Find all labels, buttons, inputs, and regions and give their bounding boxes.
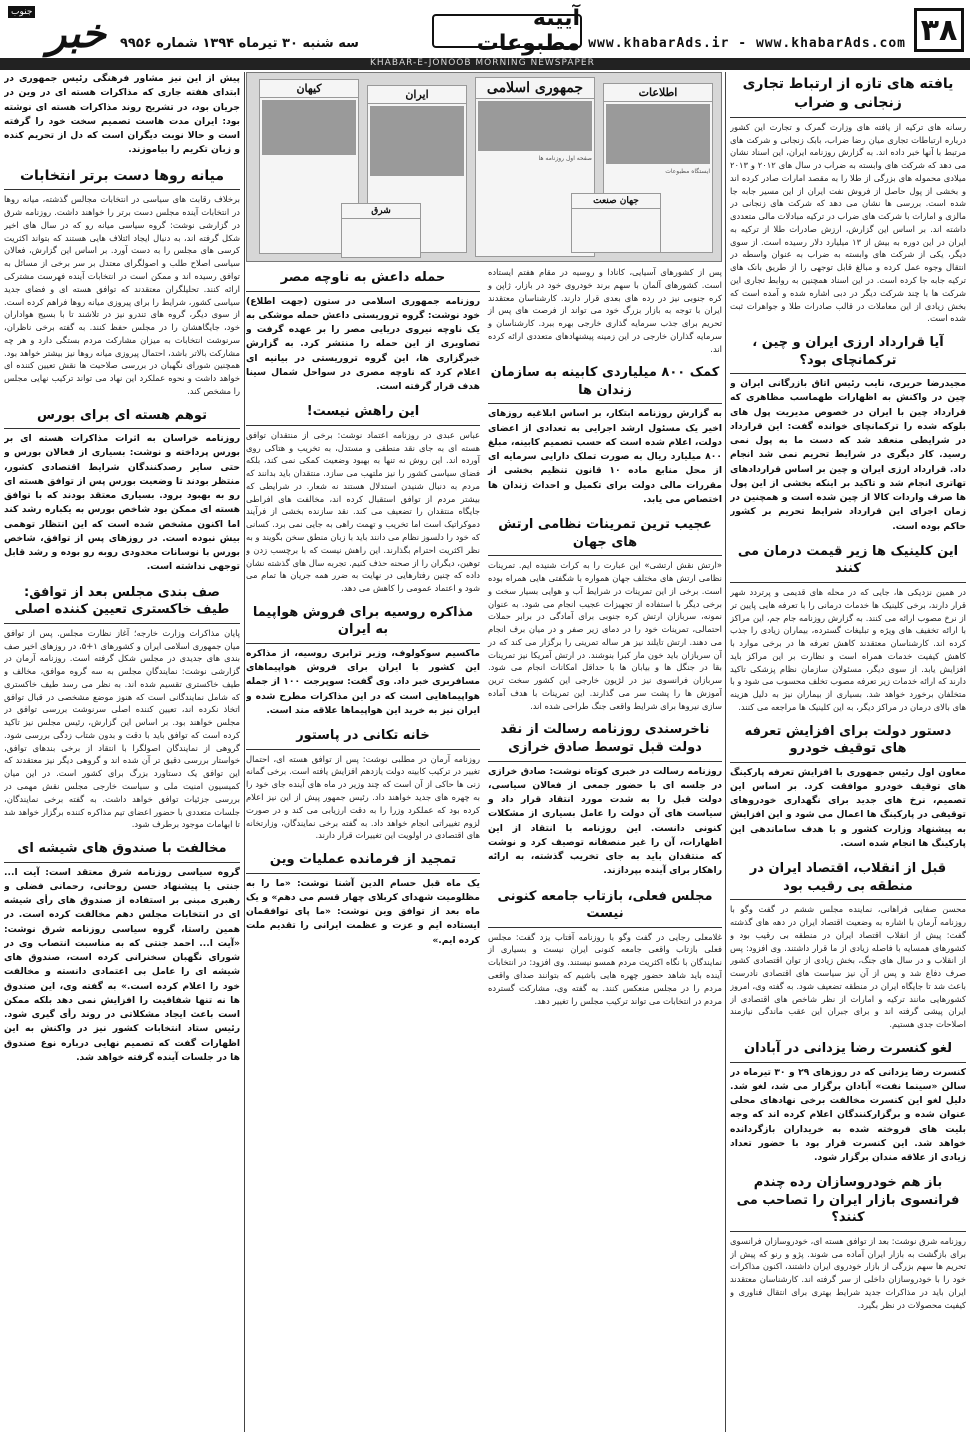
article-headline: خانه تکانی در پاستور: [246, 724, 480, 750]
article-headline: مذاکره روسیه برای فروش هواپیما به ایران: [246, 601, 480, 644]
article: [4, 837, 240, 1065]
article-headline: آیا قرارداد ارزی ایران و چین ، ترکمانچای بود؟: [730, 331, 966, 374]
article: [730, 1037, 966, 1165]
middle-column: [246, 72, 722, 1432]
right-column: [730, 72, 966, 1432]
article: [4, 72, 240, 158]
article: [488, 266, 722, 355]
article-body: محسن صفایی فراهانی، نماینده مجلس ششم در گفت وگو با روزنامه آرمان با اشاره به وضعیت اقتصاد ایران در دهه های گذشته گفت: پیش از انقلاب اقتصاد ایران در منطقه بی رقیب بود و کشورهای همسایه با فاصله زیادی از ما قرار داشتند. وی افزود: پس از انقلاب و در سال های جنگ، بخش زیادی از توان اقتصادی کشور صرف دفاع شد و پس از آن نیز سیاست های اقتصادی نادرست باعث شد تا جایگاه ایران در منطقه تضعیف شود. به گفته وی، امروز کشورهایی مانند ترکیه و امارات از نظر شاخص های اقتصادی از ایران پیشی گرفته اند و برای جبران این عقب ماندگی نیازمند اصلاحات جدی هستیم.: [730, 904, 966, 1030]
article: [730, 1171, 966, 1311]
middle-left-subcolumn: [246, 266, 480, 1013]
article-lead: روزنامه رسالت در خبری کوتاه نوشت: صادق خرازی در جلسه ای با حضور جمعی از فعالان سیاسی، دولت قبل را به شدت مورد انتقاد قرار داد و سیاست های آن دولت را عامل بسیاری از مشکلات کنونی دانست. این روزنامه با انتقاد از این اظهارات، آن را غیر منصفانه توصیف کرد و نوشت که منتقدان باید به جای تخریب گذشته، به ارائه راهکار برای آینده بپردازند.: [488, 765, 722, 877]
article-headline: میانه روها دست برتر انتخابات: [4, 164, 240, 191]
header-band: [0, 58, 970, 70]
article-headline: لغو کنسرت رضا یزدانی در آبادان: [730, 1037, 966, 1063]
article: [246, 266, 480, 394]
article: [730, 331, 966, 534]
article: [246, 400, 480, 595]
site-url[interactable]: www.khabarAds.ir - www.khabarAds.com: [588, 36, 906, 51]
article-headline: حمله داعش به ناوچه مصر: [246, 266, 480, 292]
article-headline: این راهش نیست!: [246, 400, 480, 426]
article-headline: صف بندی مجلس بعد از توافق: طیف خاکستری تعیین کننده اصلی: [4, 581, 240, 624]
article-headline: این کلینیک ها زیر قیمت درمان می کنند: [730, 540, 966, 583]
article-lead: ماکسیم سوکولوف، وزیر ترابری روسیه، از مذاکره این کشور با ایران برای فروش هواپیماهای مسافربری خبر داد. وی گفت: سوپرجت ۱۰۰ از جمله هواپیماهایی است که در این مذاکرات مطرح شده و ایران نیز به خرید این هواپیماها علاقه مند است.: [246, 647, 480, 716]
newspaper-thumbnail: [571, 193, 661, 253]
newspaper-text: ایستگاه مطبوعات: [665, 168, 710, 175]
article-body: برخلاف رقابت های سیاسی در انتخابات مجالس گذشته، میانه روها در انتخابات آینده مجلس دست برتر را خواهند داشت. روزنامه شرق در گزارشی نوشت: گروه سیاسی میانه رو که در سال های اخیر شکل گرفته اند، به دنبال ایجاد ائتلاف هایی هستند که بتواند اکثریت کرسی های مجلس را به دست آورد. بر اساس این گزارش، فعالان سیاسی اصلاح طلب و اصولگرای معتدل بر سر برخی از مسائل به توافق رسیده اند و ممکن است در انتخابات آینده فهرست مشترکی ارائه کنند. تحلیلگران معتقدند که توافق هسته ای و فضای جدید سیاسی کشور، شرایط را برای پیروزی میانه روها فراهم کرده است. از سوی دیگر، گروه های تندرو نیز در تلاشند تا با بسیج هواداران خود، جایگاهشان را در مجلس حفظ کنند. به گفته برخی ناظران، سرنوشت انتخابات به میزان مشارکت مردم بستگی دارد و هر چه مشارکت بالاتر باشد، احتمال پیروزی میانه روها نیز بیشتر خواهد بود. همچنین شورای نگهبان در بررسی صلاحیت ها نقش تعیین کننده ای خواهد داشت و نحوه عملکرد این نهاد می تواند ترکیب نهایی مجلس را مشخص کند.: [4, 194, 240, 396]
section-title: آیینه مطبوعات: [432, 14, 582, 48]
article: [730, 857, 966, 1031]
article-headline: مجلس فعلی، بازتاب جامعه کنونی نیست: [488, 885, 722, 928]
newspaper-image: [370, 106, 464, 176]
article-lead: پیش از این نیز مشاور فرهنگی رئیس جمهوری در ابتدای هفته جاری که مذاکرات هسته ای در وین در جریان بود، در تشریح روند مذاکرات هسته ای نوشته بود: ایران مدت هاست تصمیم سخت خود را گرفته است و حالا نوبت دیگران است که دل از تحریم کنده و زبان تکریم را بیاموزند.: [4, 73, 240, 156]
article: [730, 540, 966, 714]
article-lead: معاون اول رئیس جمهوری با افزایش تعرفه پارکینگ های توقیف خودرو موافقت کرد. بر اساس این تصمیم، نرخ های جدید برای نگهداری خودروهای توقیفی در پارکینگ ها اعمال می شود و این افزایش به پیشنهاد وزارت کشور و با هدف ساماندهی این پارکینگ ها انجام شده است.: [730, 766, 966, 849]
article: [4, 581, 240, 831]
newspaper-logo: [6, 4, 106, 57]
newspaper-masthead: جمهوری اسلامی: [476, 78, 594, 99]
logo-subtitle: جنوب: [8, 6, 35, 18]
newspaper-image: [262, 100, 356, 155]
masthead: [0, 0, 970, 58]
article: [246, 601, 480, 718]
article-headline: ناخرسندی روزنامه رسالت از نقد دولت قبل توسط صادق خرازی: [488, 718, 722, 761]
article: [730, 72, 966, 325]
middle-right-subcolumn: [488, 266, 722, 1013]
article: [730, 720, 966, 852]
column-divider: [725, 72, 726, 1432]
article-headline: قبل از انقلاب، اقتصاد ایران در منطقه بی رقیب بود: [730, 857, 966, 900]
newspaper-masthead: جهان صنعت: [572, 194, 660, 209]
issue-date-line: سه شنبه ۳۰ تیرماه ۱۳۹۴ شماره ۹۹۵۶: [120, 36, 359, 51]
article-body: در همین نزدیکی ها، جایی که در محله های قدیمی و پرتردد شهر قرار دارند، برخی کلینیک ها خدمات درمانی را با تعرفه هایی پایین تر از نرخ مصوب ارائه می کنند. به گزارش روزنامه جام جم، این مراکز با ارائه تخفیف های ویژه و تبلیغات گسترده، بیماران زیادی را جذب کرده اند. کارشناسان معتقدند کاهش تعرفه ها در برخی موارد با کاهش کیفیت خدمات همراه است و نظارت بر این مراکز باید افزایش یابد. از سوی دیگر، مسئولان سازمان نظام پزشکی تاکید دارند که ارائه خدمات زیر تعرفه مصوب تخلف محسوب می شود و با متخلفان برخورد خواهد شد. بسیاری از بیماران نیز به دلیل هزینه های بالای درمان در مراکز دیگر، به این کلینیک ها مراجعه می کنند.: [730, 586, 966, 712]
article-lead: روزنامه جمهوری اسلامی در ستون (جهت اطلاع) خود نوشت: گروه تروریستی داعش حمله موشکی به یک ناوچه نیروی دریایی مصر را بر عهده گرفت و تصاویری از این حمله را منتشر کرد. به گزارش خبرگزاری ها، این گروه تروریستی در بیانیه ای اعلام کرد که ناوچه مصری در سواحل شمال سینا هدف قرار گرفته است.: [246, 295, 480, 393]
newspaper-image: [606, 104, 710, 164]
article-body: روزنامه آرمان در مطلبی نوشت: پس از توافق هسته ای، احتمال تغییر در ترکیب کابینه دولت یازدهم افزایش یافته است. برخی گمانه زنی ها حاکی از آن است که چند وزیر در ماه های آینده جای خود را به چهره های جدید خواهند داد. رئیس جمهور پیش از این نیز اعلام کرده بود که عملکرد وزرا را به دقت ارزیابی می کند و در صورت لزوم تغییراتی انجام خواهد داد. به گفته برخی نمایندگان، وزارتخانه های اقتصادی در اولویت این تغییرات قرار دارند.: [246, 753, 480, 841]
article: [246, 724, 480, 842]
newspaper-masthead: شرق: [342, 204, 420, 219]
article-lead: مجیدرضا حریری، نایب رئیس اتاق بازرگانی ایران و چین در واکنش به اظهارات طهماسب مظاهری که قرارداد چین با ایران در خصوص مدیریت پول های بلوکه شده را ترکمانچای خوانده گفت: این قرارداد در شرایطی منعقد شد که دست ما به پول نمی رسید. کار دیگری در شرایط تحریم نمی شد انجام داد. قرارداد ارزی ایران و چین بر اساس قراردادهای تهاتری انجام شد و تاکید بر اینکه بخشی از این پول ها صرف واردات کالا از چین شده است و همچنین در زمان اجرای این قرارداد شرایط تحریم بر کشور حاکم بوده است.: [730, 378, 966, 532]
article-headline: دستور دولت برای افزایش تعرفه های توقیف خودرو: [730, 720, 966, 763]
article-body: عباس عبدی در روزنامه اعتماد نوشت: برخی از منتقدان توافق هسته ای به جای نقد منطقی و مستدل، به تخریب و هتاکی روی آورده اند. این روش نه تنها به بهبود وضعیت کمکی نمی کند، بلکه فضای سیاسی کشور را نیز ملتهب می سازد. منتقدان باید بدانند که مردم به دنبال شنیدن استدلال هستند نه شعار. در شرایطی که بیشتر مردم از توافق استقبال کرده اند، مخالفت های افراطی جایگاه منتقدان را تضعیف می کند. نقد سازنده بخشی از فرآیند دموکراتیک است اما تخریب و تهمت راهی به جایی نمی برد. کسانی که خود را دلسوز نظام می دانند باید با زبان منطق سخن بگویند و به نظر اکثریت احترام بگذارند. این راهش نیست که با برچسب زدن و توهین، دیگران را از صحنه حذف کنیم. تجربه سال های گذشته نشان داده که چنین رفتارهایی در نهایت به ضرر همه جریان ها تمام می شود و اعتماد عمومی را کاهش می دهد.: [246, 429, 480, 594]
article-body: غلامعلی رجایی در گفت وگو با روزنامه آفتاب یزد گفت: مجلس فعلی بازتاب واقعی جامعه کنونی ایران نیست و بسیاری از نمایندگان با نگاه اکثریت مردم همسو نیستند. وی افزود: در انتخابات آینده باید شاهد حضور چهره هایی باشیم که بتوانند صدای واقعی مردم را در مجلس منعکس کنند. به گفته وی، مشارکت گسترده مردم در انتخابات می تواند ترکیب مجلس را تغییر دهد.: [488, 931, 722, 1006]
article-headline: تمجید از فرمانده عملیات وین: [246, 848, 480, 874]
article: [4, 404, 240, 575]
article-body: روزنامه شرق نوشت: بعد از توافق هسته ای، خودروسازان فرانسوی برای بازگشت به بازار ایران آماده می شوند. پژو و رنو که پیش از تحریم ها سهم بزرگی از بازار خودروی ایران داشتند، اکنون مذاکرات خود را با خودروسازان داخلی از سر گرفته اند. کارشناسان معتقدند ایران باید در مذاکرات جدید شرایط بهتری برای انتقال فناوری و کیفیت محصولات در نظر بگیرد.: [730, 1235, 966, 1310]
article-body: پس از کشورهای آسیایی، کانادا و روسیه در مقام هفتم ایستاده است. کشورهای آلمان با سهم برند خودروی خود در بازار، ژاپن و کره جنوبی نیز در رده های بعدی قرار دارند. کارشناسان معتقدند ایران با توجه به بازار بزرگ خود می تواند از فرصت های پس از تحریم برای جذب سرمایه گذاری خارجی بهره ببرد. کارشناسان و سرمایه گذاران خارجی در این زمینه پیشنهادهای متعددی ارائه کرده اند.: [488, 267, 722, 354]
article-lead: کنسرت رضا یزدانی که در روزهای ۲۹ و ۳۰ تیرماه در سالن «سینما نفت» آبادان برگزار می شد، لغو شد. دلیل لغو این کنسرت مخالفت برخی نهادهای محلی عنوان شده و برگزارکنندگان اعلام کرده اند که وجه بلیت های فروخته شده به خریداران بازگردانده خواهد شد. این کنسرت قرار بود با حضور تعداد زیادی از علاقه مندان برگزار شود.: [730, 1066, 966, 1164]
column-divider: [244, 72, 245, 1432]
article-body: «ارتش نقش ارتشی» این عبارت را به کرات شنیده ایم. تمرینات نظامی ارتش های مختلف جهان همواره با شگفتی هایی همراه بوده است. برخی از این تمرینات در شرایط آب و هوایی بسیار سخت و برخی دیگر با استفاده از تجهیزات عجیب انجام می شود. به عنوان نمونه، سربازان ارتش کره جنوبی برای آمادگی در برابر حملات احتمالی، تمرینات خود را در دمای زیر صفر و در میان برف انجام می دهند. ارتش تایلند نیز هر ساله تمرینی را برگزار می کند که در آن سربازان باید خون مار کبرا بنوشند. در ارتش آمریکا نیز تمرینات بقا در جنگل ها و بیابان ها با حداقل امکانات انجام می شود. سربازان فرانسوی نیز در لژیون خارجی این کشور سخت ترین آموزش ها را پشت سر می گذارند. این تمرینات با هدف آماده سازی نیروها برای شرایط واقعی جنگ طراحی شده اند.: [488, 560, 722, 711]
article-lead: روزنامه خراسان به اثرات مذاکرات هسته ای بر بورس پرداخته و نوشت: بسیاری از فعالان بورس و حتی سایر رصدکنندگان شرایط اقتصادی کشور، منتظر بودند تا وضعیت بورس پس از توافق هسته ای رو به بهبود برود. بسیاری معتقد بودند که با توافق هسته ای ممکن بود شاخص بورس به یکباره رشد کند اما اکنون مشخص شده است که این انتظار توهمی بیش نبوده است. در روزهای پس از توافق، شاخص بورس با نوسانات محدودی روبه رو بوده و رشد قابل توجهی نداشته است.: [4, 433, 240, 573]
article: [488, 361, 722, 507]
article: [488, 513, 722, 712]
newspapers-photo: [246, 72, 722, 262]
article-body: پایان مذاکرات وزارت خارجه؛ آغاز نظارت مجلس. پس از توافق میان جمهوری اسلامی ایران و کشورهای ۱+۵، در روزهای اخیر صف بندی های جدیدی در مجلس شکل گرفته است. روزنامه آرمان در گزارشی نوشت: نمایندگان مجلس به سه گروه موافق، مخالف و طیف خاکستری تقسیم شده اند. به نظر می رسد طیف خاکستری که شامل نمایندگانی است که هنوز موضع مشخصی در قبال توافق اتخاذ نکرده اند، تعیین کننده اصلی سرنوشت بررسی توافق در مجلس خواهند بود. بر اساس این گزارش، رئیس مجلس نیز تاکید کرده است که توافق باید با دقت و بدون شتاب زدگی بررسی شود. گروهی از نمایندگان اصولگرا با انتقاد از برخی بندهای توافق، خواستار بررسی دقیق تر آن شده اند و گروهی دیگر نیز معتقدند که این توافق یک دستاورد بزرگ برای کشور است. در این میان کمیسیون امنیت ملی و سیاست خارجی مجلس نقش مهمی در بررسی جزئیات توافق خواهد داشت. به گفته برخی نمایندگان، جلسات متعددی با حضور اعضای تیم مذاکره کننده برگزار خواهد شد تا ابهامات موجود برطرف شود.: [4, 627, 240, 830]
newspaper-masthead: کیهان: [260, 80, 358, 98]
newspaper-image: [478, 101, 592, 151]
newspaper-thumbnail: [341, 203, 421, 258]
band-text: KHABAR-E-JONOOB MORNING NEWSPAPER: [370, 58, 595, 68]
article: [488, 885, 722, 1008]
page-number: ۳۸: [914, 8, 964, 52]
left-column: [4, 72, 240, 1432]
article-body: رسانه های ترکیه از یافته های وزارت گمرک و تجارت این کشور درباره ارتباطات تجاری میان رضا ضراب، بابک زنجانی و شرکت های مرتبط با آنها خبر داده اند. به گزارش روزنامه ایران، این اسناد نشان می دهد که شرکت های وابسته به ضراب در سال های ۲۰۱۲ و ۲۰۱۳ میلادی محموله های بزرگی از طلا را به مقصد امارات صادر کرده اند و بخشی از پول حاصل از فروش نفت ایران از این مسیر جابه جا شده است. بررسی ها نشان می دهد که شرکت های زنجانی در مالزی و امارات با شرکت های ضراب در ترکیه مبادلات مالی متعددی داشته اند. بر اساس این گزارش، ارزش صادرات طلا از ترکیه به ایران در این دوره به بیش از ۱۳ میلیارد دلار رسیده است. از سوی دیگر، یکی از شرکت های وابسته به ضراب به عنوان واسطه در انتقال وجوه عمل کرده و مبالغ قابل توجهی را از طریق بانک های ترکیه جابه جا کرده است. در این اسناد همچنین به روابط تجاری این شرکت ها با چند شرکت دیگر در دبی اشاره شده و آمده است که بخش زیادی از این معاملات در قالب صادرات طلا و جواهرات ثبت شده است.: [730, 121, 966, 324]
article-headline: کمک ۸۰۰ میلیاردی کابینه به سازمان زندان ها: [488, 361, 722, 404]
article-headline: مخالفت با صندوق های شیشه ای: [4, 837, 240, 863]
article-lead: به گزارش روزنامه ابتکار، بر اساس ابلاغیه روزهای اخیر یک مسئول ارشد اجرایی به تعدادی از اعضای دولت، اعلام شده است که حسب تصمیم کابینه، مبلغ ۸۰۰ میلیارد ریال به صورت تملک دارایی سرمایه ای از محل منابع ماده ۱۰ قانون تنظیم بخشی از مقررات مالی دولت برای تکمیل و احداث زندان ها اختصاص می یابد.: [488, 408, 722, 505]
article-headline: باز هم خودروسازان رده چندم فرانسوی بازار ایران را تصاحب می کنند؟: [730, 1171, 966, 1232]
article-lead: یک ماه قبل حسام الدین آشنا نوشت: «ما را به مظلومیت شهدای کربلای چهار قسم می دهم» و یک ماه بعد از توافق وین نوشت: «ما پای توافقمان ایستاده ایم و عزت و عظمت ایرانی را تقدیم ملت کرده ایم.»: [246, 877, 480, 946]
article: [246, 848, 480, 948]
article-headline: عجیب ترین تمرینات نظامی ارتش های جهان: [488, 513, 722, 556]
article-headline: یافته های تازه از ارتباط تجاری زنجانی و ضراب: [730, 72, 966, 118]
article-headline: توهم هسته ای برای بورس: [4, 404, 240, 430]
article: [488, 718, 722, 878]
newspaper-masthead: ایران: [368, 86, 466, 104]
article-lead: گروه سیاسی روزنامه شرق معتقد است: آیت ا... جنتی یا پیشنهاد حسن روحانی، رحمانی فضلی و رهبری مبنی بر استفاده از صندوق های رأی شیشه ای در انتخابات مجلس دهم مخالفت کرده است. در همین راستا، گروه سیاسی روزنامه شرق نوشت: «آیت ا... احمد جنتی که به مناسبت انتصاب وی در شورای نگهبان سخنرانی کرده است، صندوق های شیشه ای را عامل بی اعتمادی دانسته و مخالفت خود را اعلام کرده است.» به گفته وی، این صندوق ها نه تنها شفافیت را افزایش نمی دهد بلکه ممکن است باعث ایجاد مشکلاتی در روند رأی گیری شود. رئیس ستاد انتخابات کشور نیز در واکنش به این اظهارات گفت که تصمیم نهایی درباره نوع صندوق ها در جلسات آینده گرفته خواهد شد.: [4, 866, 240, 1063]
middle-subcolumns: [246, 266, 722, 1013]
logo-text: خبر: [47, 10, 106, 57]
newspaper-text: صفحه اول روزنامه ها: [538, 155, 592, 162]
article: [4, 164, 240, 398]
newspaper-masthead: اطلاعات: [604, 84, 712, 102]
